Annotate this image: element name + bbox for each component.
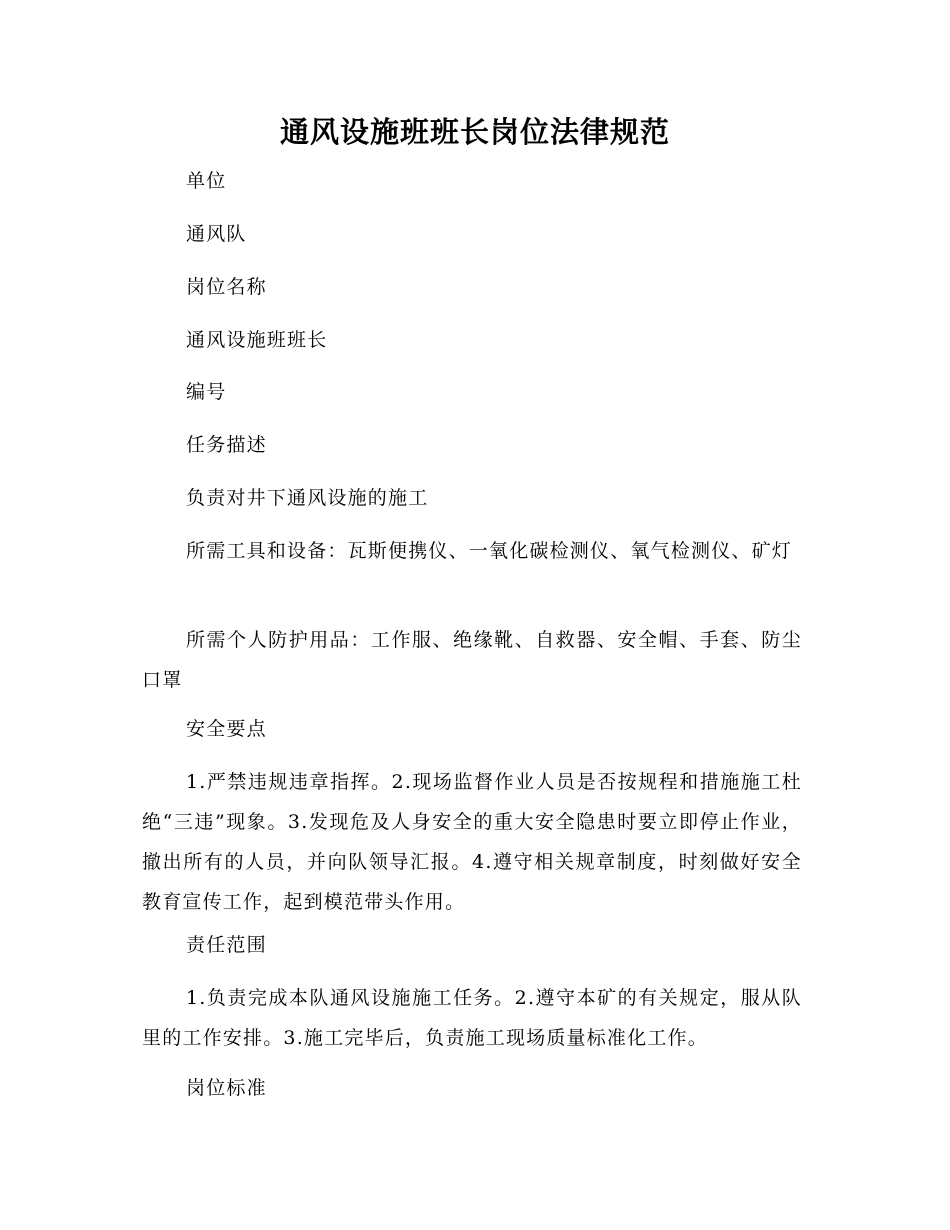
paragraph-standard-label: 岗位标准	[186, 1077, 267, 1099]
paragraph-task-label: 任务描述	[186, 434, 267, 456]
paragraph-task-value: 负责对井下通风设施的施工	[186, 487, 429, 509]
paragraph-scope-items: 1.负责完成本队通风设施施工任务。2.遵守本矿的有关规定，服从队里的工作安排。3.施工完毕后，负责施工现场质量标准化工作。	[142, 987, 802, 1049]
paragraph-scope-label: 责任范围	[186, 934, 267, 956]
paragraph-position-label: 岗位名称	[186, 276, 267, 298]
document-title: 通风设施班班长岗位法律规范	[279, 115, 670, 149]
paragraph-position-value: 通风设施班班长	[186, 329, 328, 351]
paragraph-safety-label: 安全要点	[186, 718, 267, 740]
paragraph-unit-value: 通风队	[186, 223, 247, 245]
paragraph-tools: 所需工具和设备：瓦斯便携仪、一氧化碳检测仪、氧气检测仪、矿灯	[186, 540, 793, 562]
paragraph-number-label: 编号	[186, 381, 227, 403]
paragraph-protection: 所需个人防护用品：工作服、绝缘靴、自救器、安全帽、手套、防尘口罩	[142, 629, 802, 691]
paragraph-safety-points: 1.严禁违规违章指挥。2.现场监督作业人员是否按规程和措施施工杜绝“三违”现象。3.发现危及人身安全的重大安全隐患时要立即停止作业，撤出所有的人员，并向队领导汇报。4.遵守相关规章制度，时刻做好安全教育宣传工作，起到模范带头作用。	[142, 771, 802, 913]
paragraph-unit-label: 单位	[186, 170, 227, 192]
